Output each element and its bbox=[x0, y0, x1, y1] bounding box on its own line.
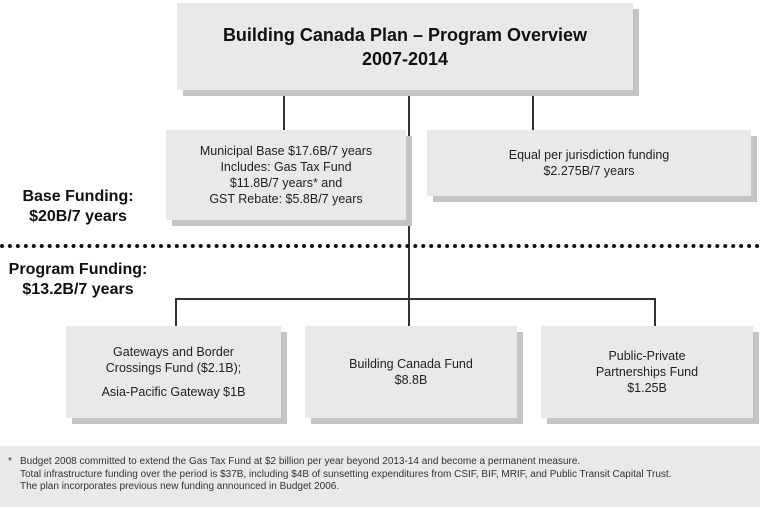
ppp-fund-box bbox=[541, 326, 753, 418]
base-funding-label-line-2: $20B/7 years bbox=[29, 208, 127, 225]
ppp-line-3: $1.25B bbox=[627, 381, 667, 395]
bcf-line-1: Building Canada Fund bbox=[349, 357, 473, 371]
gateways-line-1: Gateways and Border bbox=[113, 345, 234, 359]
bcf-line-2: $8.8B bbox=[394, 373, 428, 387]
footnote-line-2: Total infrastructure funding over the period is $37B, including $4B of sunsetting expenditures from CSIF, BIF, MRIF, and Public Transit Capital Trust. bbox=[20, 468, 672, 480]
gateways-extra: Asia-Pacific Gateway $1B bbox=[101, 385, 246, 399]
ppp-line-1: Public-Private bbox=[608, 349, 686, 363]
base-funding-label-line-1: Base Funding: bbox=[22, 188, 134, 205]
municipal-line-3: $11.8B/7 years* and bbox=[229, 176, 343, 190]
section-divider bbox=[0, 244, 760, 248]
program-funding-label-line-2: $13.2B/7 years bbox=[22, 281, 134, 298]
equal-line-2: $2.275B/7 years bbox=[543, 164, 635, 178]
connector-program-horizontal bbox=[175, 298, 656, 300]
base-funding-label bbox=[0, 187, 156, 227]
equal-jurisdiction-box bbox=[427, 130, 751, 196]
footnote bbox=[0, 446, 760, 507]
program-funding-label bbox=[0, 260, 156, 300]
gateways-line-2: Crossings Fund ($2.1B); bbox=[105, 361, 242, 375]
title-line-2: 2007-2014 bbox=[361, 48, 449, 69]
connector-main-trunk bbox=[408, 90, 410, 326]
title-line-1: Building Canada Plan – Program Overview bbox=[222, 24, 588, 45]
connector-to-gateways bbox=[175, 298, 177, 326]
gateways-box bbox=[66, 326, 281, 418]
building-canada-fund-box bbox=[305, 326, 517, 418]
connector-title-to-equal bbox=[532, 90, 534, 130]
municipal-base-box bbox=[166, 130, 406, 220]
ppp-line-2: Partnerships Fund bbox=[595, 365, 699, 379]
footnote-line-1: Budget 2008 committed to extend the Gas Tax Fund at $2 billion per year beyond 2013-14 and become a permanent measure. bbox=[20, 456, 581, 467]
connector-to-ppp bbox=[654, 298, 656, 326]
connector-title-to-municipal bbox=[283, 90, 285, 130]
municipal-line-1: Municipal Base $17.6B/7 years bbox=[199, 144, 373, 158]
program-funding-label-line-1: Program Funding: bbox=[8, 261, 148, 278]
municipal-line-4: GST Rebate: $5.8B/7 years bbox=[209, 192, 363, 206]
footnote-marker: * bbox=[8, 456, 12, 467]
title-box bbox=[177, 3, 633, 90]
footnote-line-3: The plan incorporates previous new funding announced in Budget 2006. bbox=[20, 481, 340, 492]
equal-line-1: Equal per jurisdiction funding bbox=[508, 148, 670, 162]
municipal-line-2: Includes: Gas Tax Fund bbox=[220, 160, 352, 174]
